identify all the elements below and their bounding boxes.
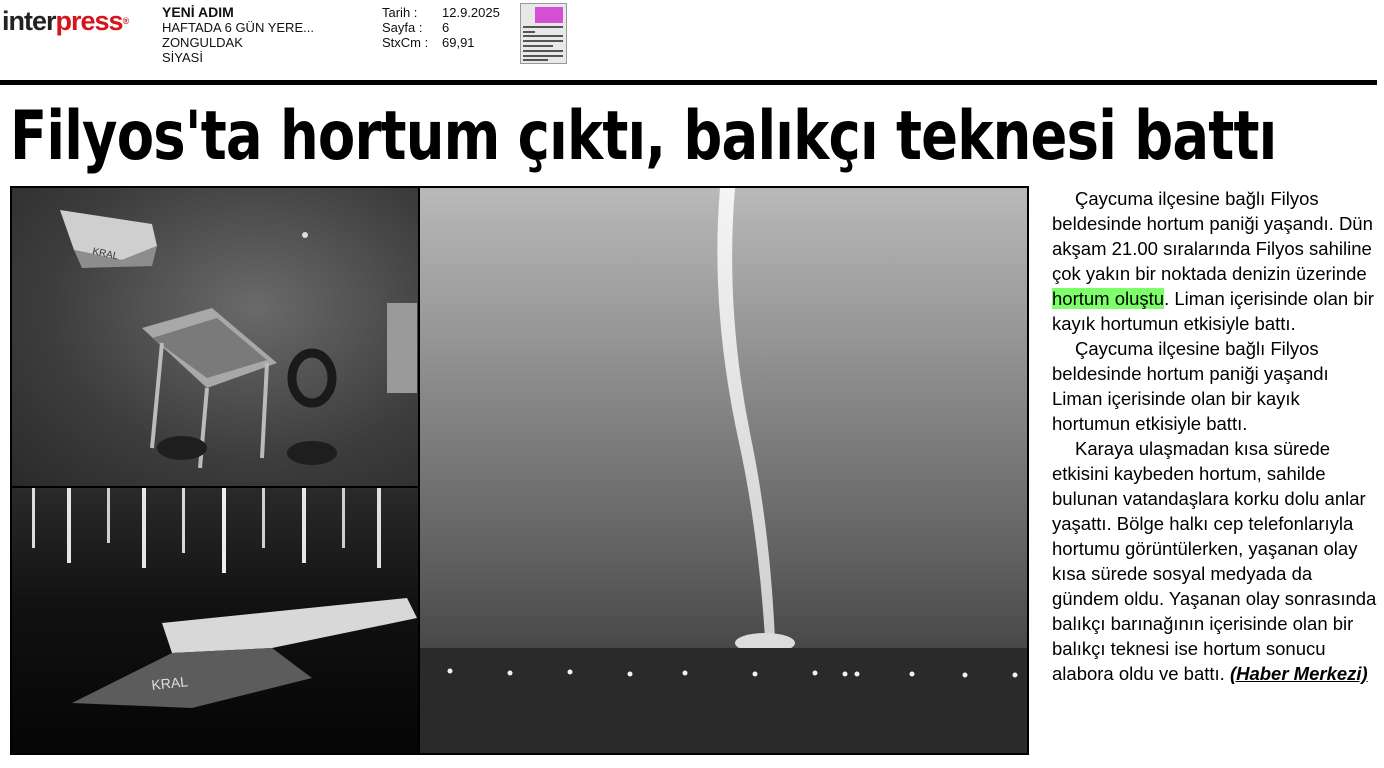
publication-name: YENİ ADIM [162, 4, 234, 20]
photo-capsized-boat-night [12, 488, 418, 753]
page-label: Sayfa : [382, 20, 423, 35]
highlighted-term: hortum oluştu [1052, 288, 1165, 309]
article-body [1052, 186, 1382, 686]
publication-info [162, 5, 314, 65]
interpress-logo: interpress® [2, 6, 129, 36]
article-paragraph: Çaycuma ilçesine bağlı Filyos beldesinde hortum paniği yaşandı Liman içerisinde olan bir kayık hortumun etkisiyle battı. [1052, 338, 1329, 434]
publication-city: ZONGULDAK [162, 35, 243, 50]
article-paragraph: Çaycuma ilçesine bağlı Filyos beldesinde hortum paniği yaşandı. Dün akşam 21.00 sıralarında Filyos sahiline çok yakın bir noktada denizin üzerinde hortum oluştu. Liman içerisinde olan bir kayık hortumun etkisiyle battı. [1052, 188, 1374, 334]
page-thumbnail[interactable] [520, 3, 567, 64]
svg-text:KRAL: KRAL [150, 673, 189, 693]
stxcm-value: 69,91 [442, 35, 475, 50]
headline: Filyos'ta hortum çıktı, balıkçı teknesi battı [10, 97, 1277, 176]
publication-frequency: HAFTADA 6 GÜN YERE... [162, 20, 314, 35]
publication-section: SİYASİ [162, 50, 203, 65]
date-value: 12.9.2025 [442, 5, 500, 20]
article-paragraph: Karaya ulaşmadan kısa sürede etkisini kaybeden hortum, sahilde bulunan vatandaşlara korku dolu anlar yaşattı. Bölge halkı cep telefonlarıyla hortumu görüntülerken, yaşanan olay kısa sürede sosyal medyada da gündem oldu. Yaşanan olay sonrasında balıkçı barınağının içerisinde olan bir balıkçı teknesi ise hortum sonucu alabora oldu ve battı. (Haber Merkezi) [1052, 438, 1377, 684]
clip-metadata [382, 5, 500, 50]
photo-waterspout [420, 188, 1027, 753]
photo-boat-and-pier [12, 188, 418, 486]
page-value: 6 [442, 20, 450, 35]
boat-name-text: KRAL [91, 246, 120, 263]
date-label: Tarih : [382, 5, 418, 20]
header-divider [0, 80, 1377, 85]
stxcm-label: StxCm : [382, 35, 429, 50]
byline: (Haber Merkezi) [1229, 663, 1368, 684]
